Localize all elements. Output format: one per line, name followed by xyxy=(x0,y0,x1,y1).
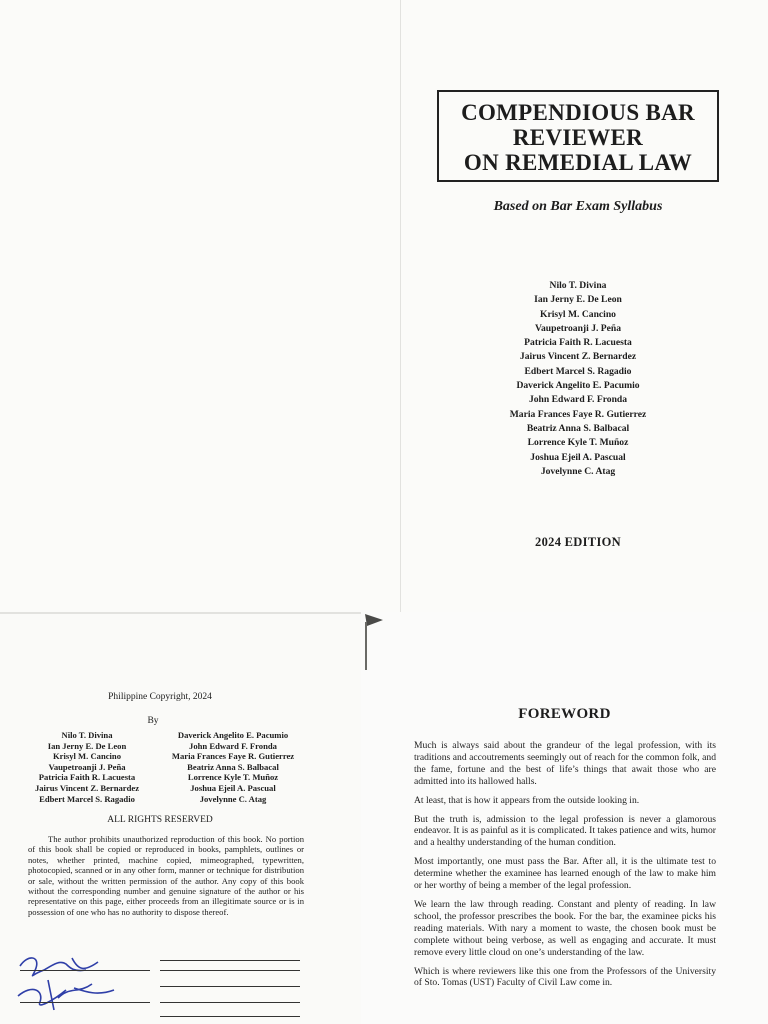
by-label: By xyxy=(147,716,159,726)
author-name: Patricia Faith R. Lacuesta xyxy=(38,772,136,783)
signature-mark-2 xyxy=(18,980,114,1010)
author-name: Lorrence Kyle T. Muñoz xyxy=(187,772,279,783)
number-line xyxy=(160,960,300,961)
foreword-paragraph: At least, that is how it appears from the outside looking in. xyxy=(414,794,640,806)
number-line xyxy=(160,1016,300,1017)
author-name: Ian Jerny E. De Leon xyxy=(47,740,127,751)
author-name: John Edward F. Fronda xyxy=(528,394,628,406)
copyright-authors-right xyxy=(160,730,306,804)
foreword-paragraph: Most importantly, one must pass the Bar. After all, it is the ultimate test to determine whether the examinee has learned enough of the law to make him or her worthy of being a member of the legal profession. xyxy=(414,856,716,892)
author-name: Lorrence Kyle T. Muñoz xyxy=(527,437,629,449)
book-title-line-1: COMPENDIOUS BAR xyxy=(461,100,695,125)
foreword-paragraph: But the truth is, admission to the legal profession is never a glamorous endeavor. It is as painful as it is complicated. It takes patience and wits, humor and a healthy understanding of the human condition. xyxy=(414,813,716,849)
binding-corner-shape xyxy=(365,614,383,626)
author-name: Daverick Angelito E. Pacumio xyxy=(177,730,289,740)
book-title-box xyxy=(437,90,719,182)
number-line xyxy=(160,970,300,971)
binding-shadow xyxy=(361,612,401,672)
number-line xyxy=(160,986,300,987)
page-fold-line xyxy=(400,0,401,612)
author-name: Edbert Marcel S. Ragadio xyxy=(39,793,135,804)
signature-line xyxy=(20,1002,150,1003)
author-name: Krisyl M. Cancino xyxy=(52,751,122,762)
author-name: John Edward F. Fronda xyxy=(189,740,277,751)
book-title-line-3: ON REMEDIAL LAW xyxy=(463,150,693,175)
author-name: Patricia Faith R. Lacuesta xyxy=(524,337,632,349)
signature-mark-1 xyxy=(20,958,98,976)
author-name: Jovelynne C. Atag xyxy=(199,793,267,804)
author-name: Maria Frances Faye R. Gutierrez xyxy=(171,751,295,762)
author-name: Jairus Vincent Z. Bernardez xyxy=(34,782,140,793)
foreword-paragraph: Much is always said about the grandeur of the legal profession, with its traditions and accoutrements seemingly out of reach for the common folk, and the fame, fortune and the best of life’s things that await those who are admitted into its hallowed halls. xyxy=(414,740,716,787)
author-name: Daverick Angelito E. Pacumio xyxy=(516,380,640,392)
author-name: Joshua Ejeil A. Pascual xyxy=(190,782,276,793)
edition-label: 2024 EDITION xyxy=(535,535,621,549)
author-name: Ian Jerny E. De Leon xyxy=(534,294,622,306)
page-top-edge xyxy=(0,612,361,614)
author-name: Edbert Marcel S. Ragadio xyxy=(524,365,632,377)
rights-paragraph: The author prohibits unauthorized reproduction of this book. No portion of this book shall be copied or reproduced in books, pamphlets, outlines or notes, whether printed, machine copied, mimeographed, typewritten, photocopied, scanned or in any other form, manner or technique for distribution or sale, without the written permission of the author. Any copy of this book without the corresponding number and genuine signature of the author or his representative on this page, either proceeds from an illegitimate source or is in possession of one who has no authority to dispose thereof. xyxy=(28,834,304,917)
author-name: Jairus Vincent Z. Bernardez xyxy=(519,351,637,363)
copyright-authors-left xyxy=(12,730,162,804)
number-line xyxy=(160,1002,300,1003)
binding-edge-shape xyxy=(365,622,367,670)
author-name: Vaupetroanji J. Peña xyxy=(534,322,622,334)
signature-line xyxy=(20,970,150,971)
author-list xyxy=(437,279,719,479)
author-name: Vaupetroanji J. Peña xyxy=(48,761,126,772)
foreword-body xyxy=(414,740,716,996)
rights-heading: ALL RIGHTS RESERVED xyxy=(107,815,213,825)
author-name: Beatriz Anna S. Balbacal xyxy=(187,761,279,772)
foreword-paragraph: Which is where reviewers like this one from the Professors of the University of Sto. Tomas (UST) Faculty of Civil Law come in. xyxy=(414,965,716,989)
foreword-paragraph: We learn the law through reading. Constant and plenty of reading. In law school, the professor prescribes the book. For the bar, the examinee picks his reading materials. With nary a moment to waste, the chosen book must be complete without being verbose, as well as engaging and accurate. It must remove every little cloud on one’s understanding of the law. xyxy=(414,898,716,958)
author-name: Nilo T. Divina xyxy=(61,730,113,740)
author-name: Nilo T. Divina xyxy=(549,280,607,291)
author-name: Krisyl M. Cancino xyxy=(540,308,616,320)
author-name: Beatriz Anna S. Balbacal xyxy=(526,422,630,434)
author-name: Jovelynne C. Atag xyxy=(540,465,616,477)
book-subtitle: Based on Bar Exam Syllabus xyxy=(493,199,663,214)
handwritten-signatures xyxy=(14,950,164,1016)
book-title-line-2: REVIEWER xyxy=(512,125,644,150)
author-name: Joshua Ejeil A. Pascual xyxy=(530,451,626,463)
author-name: Maria Frances Faye R. Gutierrez xyxy=(509,408,647,420)
foreword-heading: FOREWORD xyxy=(518,706,611,722)
copyright-notice: Philippine Copyright, 2024 xyxy=(108,692,212,702)
